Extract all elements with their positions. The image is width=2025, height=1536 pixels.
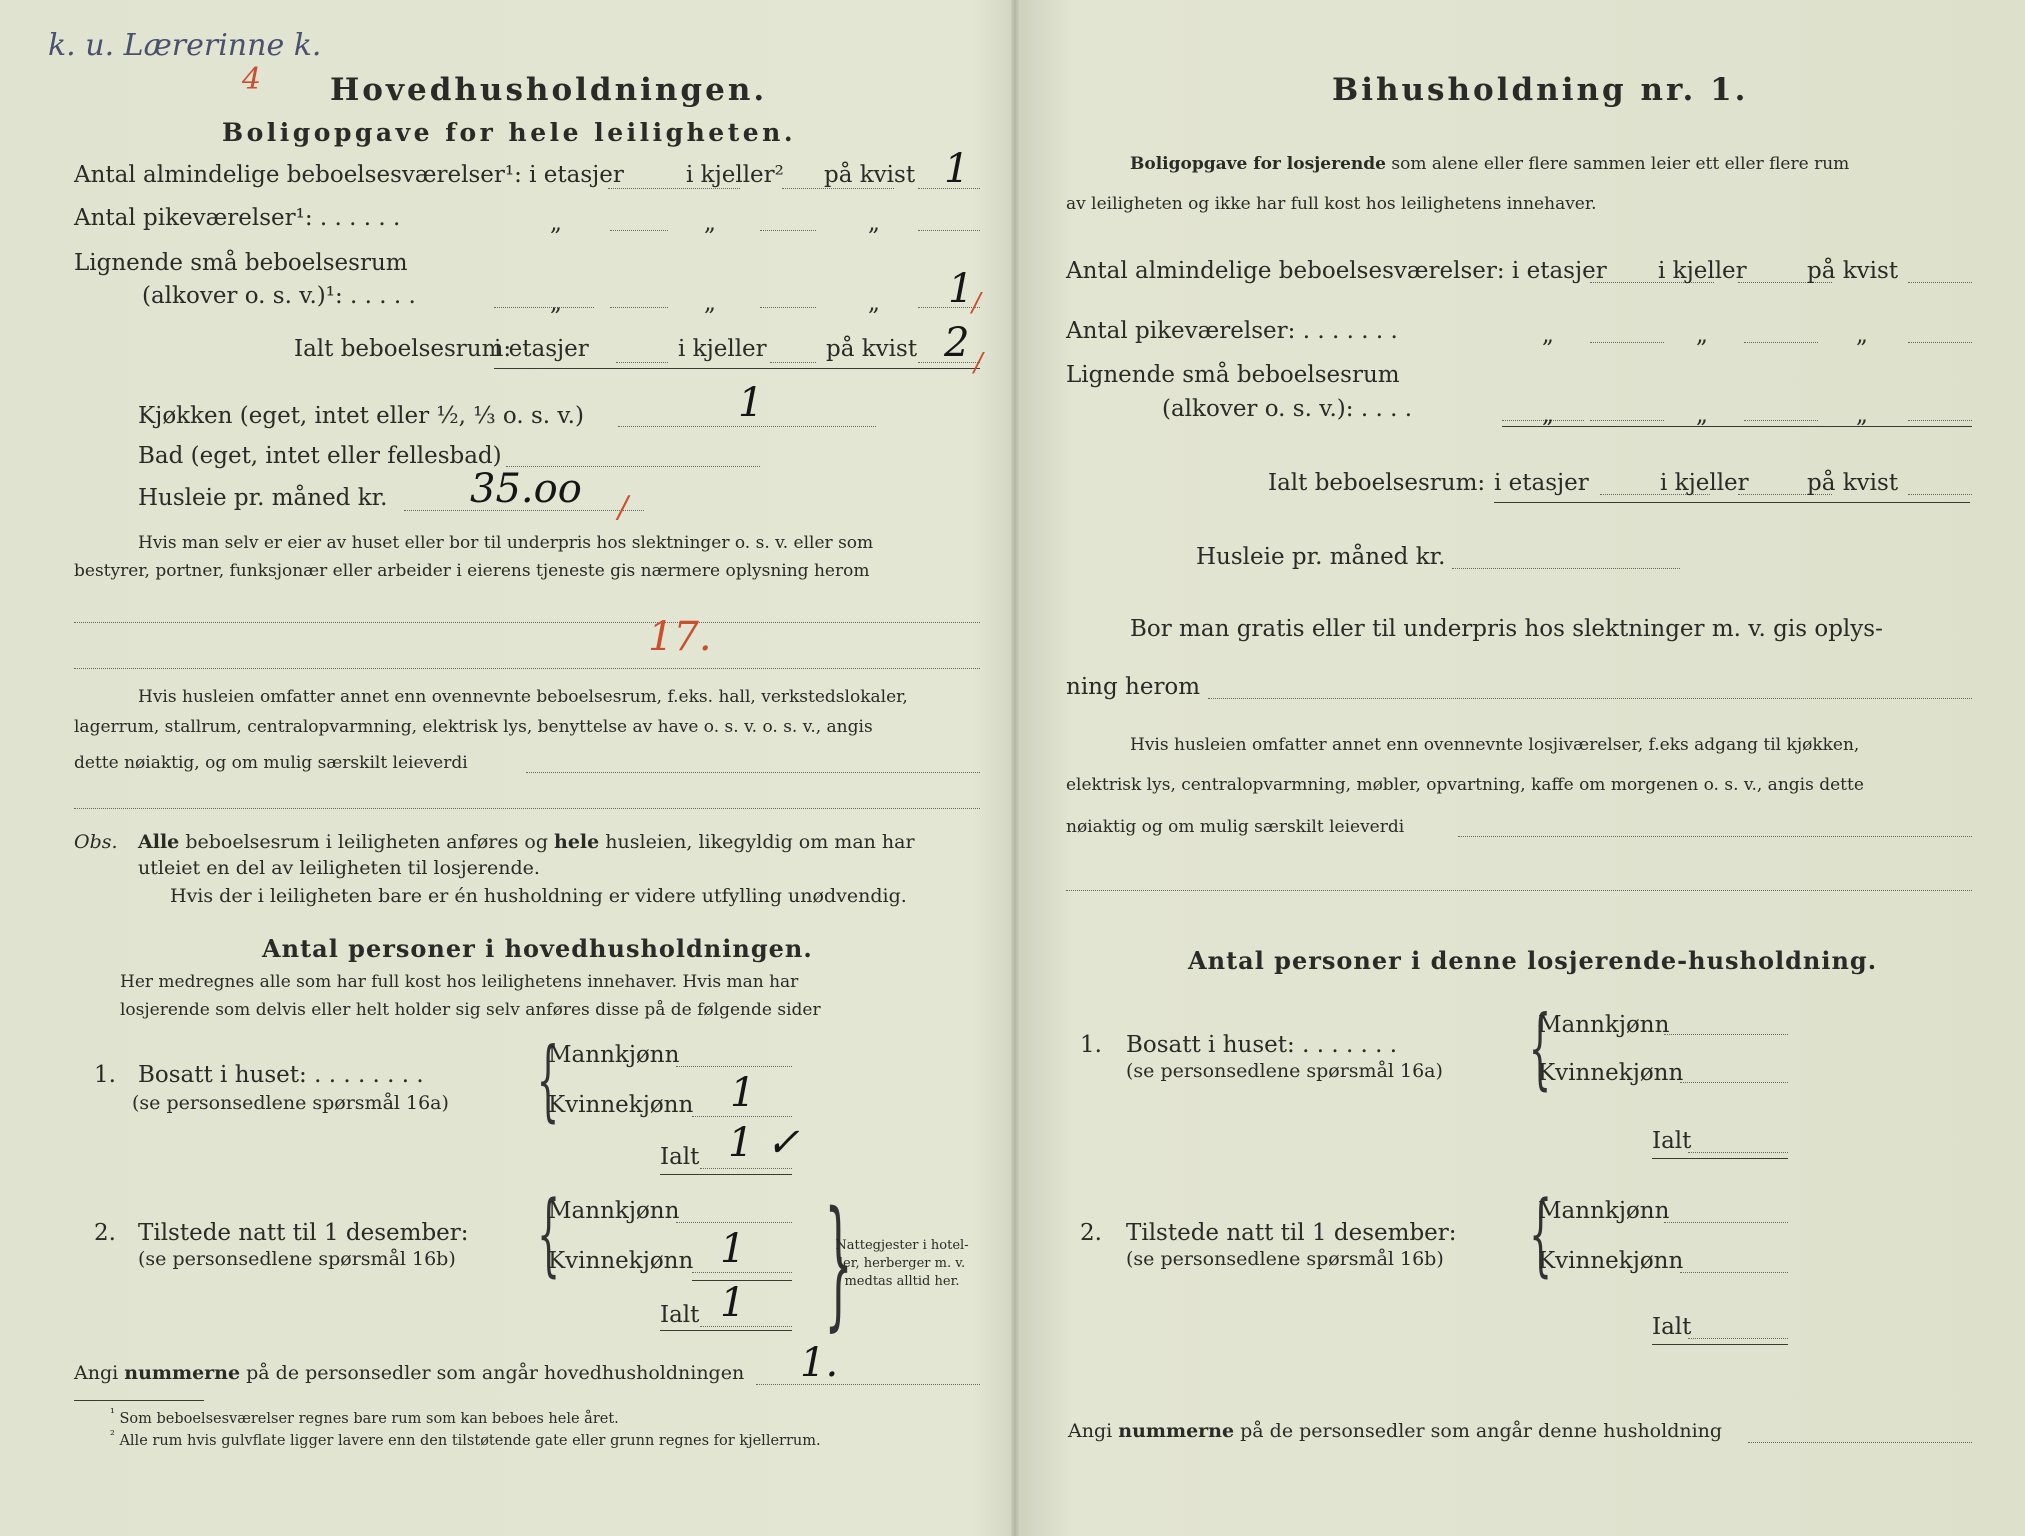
ditto-mark: „	[704, 290, 716, 316]
extra-note-field-2[interactable]	[74, 808, 980, 809]
q2-mann-field[interactable]	[676, 1222, 792, 1223]
q2-kvinne-field[interactable]	[1680, 1272, 1788, 1273]
q1-label: Bosatt i huset: . . . . . . .	[1126, 1032, 1398, 1058]
kitchen-value: 1	[738, 380, 764, 426]
obs-line3: Hvis der i leiligheten bare er én husholdning er videre utfylling unødvendig.	[170, 885, 907, 907]
q2-brace: {	[1529, 1182, 1553, 1287]
q1-ialt-underline	[1652, 1158, 1788, 1159]
rooms-kvist-field[interactable]	[1908, 282, 1972, 283]
angi-numbers-field[interactable]	[1748, 1442, 1972, 1443]
q1-sub: (se personsedlene spørsmål 16a)	[132, 1092, 449, 1114]
gratis-field[interactable]	[1208, 698, 1972, 699]
page-fold	[1011, 0, 1019, 1536]
bath-label: Bad (eget, intet eller fellesbad)	[138, 443, 502, 469]
obs-line2: utleiet en del av leiligheten til losjerende.	[138, 857, 540, 879]
obs-label: Obs.	[74, 831, 118, 853]
maid-rooms-label: Antal pikeværelser: . . . . . . .	[1066, 318, 1398, 344]
q2-label: Tilstede natt til 1 desember:	[138, 1220, 469, 1246]
q1-kvinne-value: 1	[730, 1070, 756, 1116]
extra-note-field-2[interactable]	[1066, 890, 1972, 891]
q2-ialt-label: Ialt	[1652, 1314, 1692, 1340]
q2-ialt-value: 1	[720, 1280, 746, 1326]
total-rooms-label: Ialt beboelsesrum:	[1268, 470, 1486, 496]
q2-number: 2.	[94, 1220, 116, 1246]
owner-note-field-2[interactable]	[74, 668, 980, 669]
q2-label: Tilstede natt til 1 desember:	[1126, 1220, 1457, 1246]
maid-kvist-field[interactable]	[918, 230, 980, 231]
total-rooms-label: Ialt beboelsesrum:	[294, 336, 512, 362]
persons-note-line2: losjerende som delvis eller helt holder sig selv anføres disse på de følgende sider	[120, 1000, 821, 1020]
extra-note-line2: elektrisk lys, centralopvarmning, møbler, opvartning, kaffe om morgenen o. s. v., angis dette	[1066, 775, 1864, 795]
alcove-label-line1: Lignende små beboelsesrum	[1066, 362, 1400, 388]
maid-kjeller-field[interactable]	[1744, 342, 1818, 343]
alcove-etasjer-field[interactable]	[610, 307, 668, 308]
alcove-underline	[1502, 426, 1972, 427]
total-kjeller-label: i kjeller	[1660, 470, 1749, 496]
ditto-mark: „	[1696, 322, 1708, 348]
q1-kvinne-field[interactable]	[1680, 1082, 1788, 1083]
rent-value: 35.oo	[470, 466, 582, 512]
persons-title: Antal personer i denne losjerende-husholdning.	[1188, 946, 1878, 975]
q1-number: 1.	[94, 1062, 116, 1088]
rooms-kjeller-label: i kjeller	[1658, 258, 1747, 284]
q2-number: 2.	[1080, 1220, 1102, 1246]
q2-mann-label: Mannkjønn	[548, 1198, 680, 1224]
ditto-mark: „	[1542, 322, 1554, 348]
margin-note-handwritten: k. u. Lærerinne k.	[48, 28, 322, 63]
red-mark-mid: 17.	[648, 614, 712, 660]
total-kjeller-field[interactable]	[770, 362, 816, 363]
rooms-kvist-label: på kvist	[1807, 258, 1899, 284]
q2-ialt-underline	[1652, 1344, 1788, 1345]
q1-brace: {	[1528, 996, 1552, 1099]
q2-mann-field[interactable]	[1664, 1222, 1788, 1223]
page-title: Hovedhusholdningen.	[330, 72, 768, 108]
owner-note-field-1[interactable]	[74, 622, 980, 623]
total-underline	[1494, 502, 1970, 503]
total-kvist-value: 2	[944, 320, 970, 366]
footnote-1: $^{^1}$ Som beboelsesværelser regnes bare rum som kan beboes hele året.	[110, 1406, 619, 1427]
red-check-mark: /	[974, 348, 983, 378]
q2-closing-brace: }	[824, 1182, 853, 1345]
right-page-bihusholdning	[1062, 0, 1972, 1536]
ditto-mark: „	[704, 210, 716, 236]
q1-ialt-value: 1 ✓	[728, 1120, 800, 1166]
q1-mann-field[interactable]	[1664, 1034, 1788, 1035]
persons-note-line1: Her medregnes alle som har full kost hos leilighetens innehaver. Hvis man har	[120, 972, 799, 992]
q2-sub: (se personsedlene spørsmål 16b)	[138, 1248, 456, 1270]
extra-note-line3: nøiaktig og om mulig særskilt leieverdi	[1066, 817, 1405, 837]
alcove-kvist-value: 1	[948, 266, 974, 312]
q2-ialt-underline	[660, 1330, 792, 1331]
ditto-mark: „	[868, 290, 880, 316]
alcove-label-line2: (alkover o. s. v.): . . . .	[1162, 396, 1413, 422]
maid-etasjer-field[interactable]	[1590, 342, 1664, 343]
total-kvist-field[interactable]	[1908, 494, 1972, 495]
intro-line1: Boligopgave for losjerende som alene eller flere sammen leier ett eller flere rum	[1130, 154, 1850, 174]
red-mark-top: 4	[242, 62, 262, 97]
total-etasjer-field[interactable]	[616, 362, 668, 363]
angi-numbers-label: Angi nummerne på de personsedler som angår hovedhusholdningen	[74, 1362, 745, 1384]
rooms-label: Antal almindelige beboelsesværelser: i etasjer	[1066, 258, 1607, 284]
q1-brace: {	[536, 1028, 560, 1131]
q1-kvinne-label: Kvinnekjønn	[548, 1092, 694, 1118]
q2-kvinne-field[interactable]	[692, 1272, 792, 1273]
extra-note-line1: Hvis husleien omfatter annet enn ovennevnte losjiværelser, f.eks adgang til kjøkken,	[1130, 735, 1860, 755]
q1-ialt-label: Ialt	[660, 1144, 700, 1170]
q1-ialt-label: Ialt	[1652, 1128, 1692, 1154]
maid-rooms-label: Antal pikeværelser¹: . . . . . .	[74, 205, 401, 231]
total-underline	[494, 368, 980, 369]
maid-etasjer-field[interactable]	[610, 230, 668, 231]
rent-field[interactable]	[1452, 568, 1680, 569]
alcove-kvist-field[interactable]	[1908, 420, 1972, 421]
ditto-mark: „	[868, 210, 880, 236]
ditto-mark: „	[1696, 402, 1708, 428]
alcove-field-a[interactable]	[494, 307, 594, 308]
extra-note-line2: lagerrum, stallrum, centralopvarmning, elektrisk lys, benyttelse av have o. s. v. o. s. v., angis	[74, 717, 873, 737]
total-kvist-label: på kvist	[1807, 470, 1899, 496]
q2-kvinne-value: 1	[720, 1226, 746, 1272]
persons-title: Antal personer i hovedhusholdningen.	[262, 934, 813, 963]
ditto-mark: „	[1542, 402, 1554, 428]
angi-numbers-field[interactable]	[756, 1384, 980, 1385]
angi-numbers-label: Angi nummerne på de personsedler som angår denne husholdning	[1068, 1420, 1723, 1442]
footnote-divider	[74, 1400, 204, 1401]
total-kvist-label: på kvist	[826, 336, 918, 362]
ditto-mark: „	[550, 210, 562, 236]
q2-ialt-field[interactable]	[700, 1326, 792, 1327]
q2-kvinne-label: Kvinnekjønn	[1538, 1248, 1684, 1274]
alcove-kjeller-field[interactable]	[760, 307, 816, 308]
ditto-mark: „	[1856, 322, 1868, 348]
rent-label: Husleie pr. måned kr.	[138, 485, 388, 511]
kitchen-field[interactable]	[618, 426, 876, 427]
gratis-line2: ning herom	[1066, 674, 1201, 700]
q1-ialt-field[interactable]	[1688, 1152, 1788, 1153]
q2-brace: {	[537, 1182, 561, 1287]
total-etasjer-label: i etasjer	[494, 336, 589, 362]
ditto-mark: „	[550, 290, 562, 316]
alcove-kjeller-field[interactable]	[1744, 420, 1818, 421]
rooms-kjeller-label: i kjeller²	[686, 162, 784, 188]
q1-ialt-underline	[660, 1174, 792, 1175]
q2-sub: (se personsedlene spørsmål 16b)	[1126, 1248, 1444, 1270]
q1-number: 1.	[1080, 1032, 1102, 1058]
rooms-kvist-value: 1	[944, 146, 970, 192]
rooms-kjeller-field[interactable]	[782, 188, 894, 189]
maid-kvist-field[interactable]	[1908, 342, 1972, 343]
footnote-2: $^{^2}$ Alle rum hvis gulvflate ligger lavere enn den tilstøtende gate eller grunn regnes for kjellerrum.	[110, 1428, 821, 1449]
q1-kvinne-label: Kvinnekjønn	[1538, 1060, 1684, 1086]
total-etasjer-label: i etasjer	[1494, 470, 1589, 496]
red-check-mark: /	[618, 490, 629, 525]
extra-note-line1: Hvis husleien omfatter annet enn ovennevnte beboelsesrum, f.eks. hall, verkstedslokaler,	[138, 687, 908, 707]
kitchen-label: Kjøkken (eget, intet eller ½, ⅓ o. s. v.)	[138, 403, 584, 429]
q2-kvinne-label: Kvinnekjønn	[548, 1248, 694, 1274]
intro-line2: av leiligheten og ikke har full kost hos leilighetens innehaver.	[1066, 194, 1597, 214]
owner-note-line1: Hvis man selv er eier av huset eller bor til underpris hos slektninger o. s. v. eller som	[138, 533, 874, 553]
q2-ialt-field[interactable]	[1688, 1338, 1788, 1339]
guests-note: Nattegjester i hotel- ler, herberger m. v. medtas alltid her.	[835, 1238, 969, 1289]
extra-note-field-1[interactable]	[526, 772, 980, 773]
alcove-etasjer-field[interactable]	[1590, 420, 1664, 421]
rent-label: Husleie pr. måned kr.	[1196, 544, 1446, 570]
q1-label: Bosatt i huset: . . . . . . . .	[138, 1062, 424, 1088]
q1-mann-label: Mannkjønn	[548, 1042, 680, 1068]
q1-mann-field[interactable]	[676, 1066, 792, 1067]
page-title: Bihusholdning nr. 1.	[1332, 72, 1749, 108]
obs-line1: Alle beboelsesrum i leiligheten anføres og hele husleien, likegyldig om man har	[138, 831, 915, 853]
q1-ialt-field[interactable]	[700, 1168, 792, 1169]
owner-note-line2: bestyrer, portner, funksjonær eller arbeider i eierens tjeneste gis nærmere oplysning herom	[74, 561, 870, 581]
alcove-label-line1: Lignende små beboelsesrum	[74, 250, 408, 276]
ditto-mark: „	[1856, 402, 1868, 428]
page-subtitle: Boligopgave for hele leiligheten.	[222, 118, 797, 147]
q2-mann-label: Mannkjønn	[1538, 1198, 1670, 1224]
extra-note-field-1[interactable]	[1458, 836, 1972, 837]
red-check-mark: /	[972, 288, 981, 318]
extra-note-line3: dette nøiaktig, og om mulig særskilt leieverdi	[74, 753, 468, 773]
q1-kvinne-field[interactable]	[692, 1116, 792, 1117]
total-kjeller-label: i kjeller	[678, 336, 767, 362]
q2-ialt-label: Ialt	[660, 1302, 700, 1328]
rooms-etasjer-field[interactable]	[608, 188, 740, 189]
gratis-line1: Bor man gratis eller til underpris hos slektninger m. v. gis oplys-	[1130, 616, 1883, 642]
q1-mann-label: Mannkjønn	[1538, 1012, 1670, 1038]
maid-kjeller-field[interactable]	[760, 230, 816, 231]
q1-sub: (se personsedlene spørsmål 16a)	[1126, 1060, 1443, 1082]
left-page-hovedhusholdning	[48, 0, 983, 1536]
rooms-label: Antal almindelige beboelsesværelser¹: i etasjer	[74, 162, 624, 188]
alcove-label-line2: (alkover o. s. v.)¹: . . . . .	[142, 283, 416, 309]
angi-numbers-value: 1.	[800, 1340, 839, 1386]
rooms-kvist-label: på kvist	[824, 162, 916, 188]
